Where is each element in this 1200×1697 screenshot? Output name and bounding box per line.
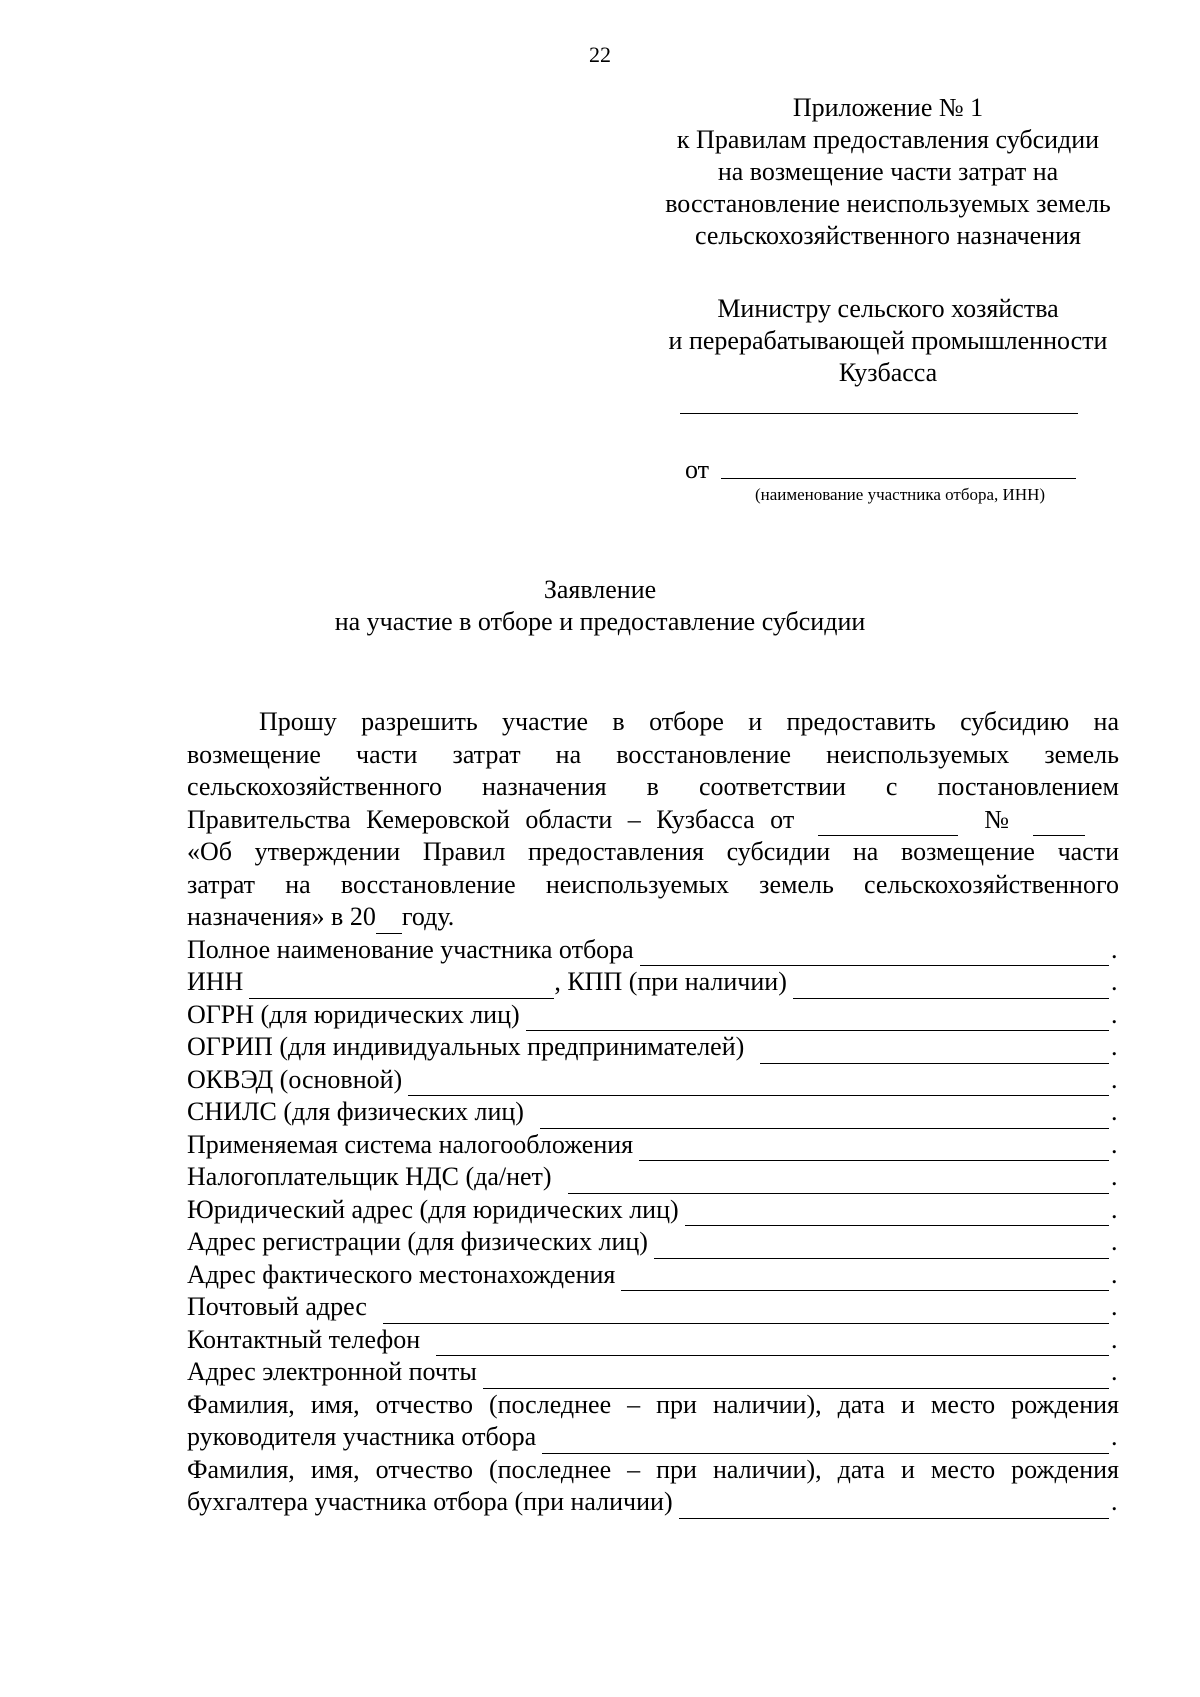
field-head-label: Фамилия, имя, отчество (последнее – при наличии), дата и место рождения [187, 1389, 1119, 1419]
head-blank[interactable] [542, 1431, 1109, 1454]
intro-text: году. [401, 902, 455, 931]
tax-system-blank[interactable] [639, 1138, 1109, 1161]
addressee-line: Министру сельского хозяйства [717, 294, 1059, 323]
field-tax-system [187, 1129, 1119, 1162]
okved-blank[interactable] [408, 1073, 1109, 1096]
intro-line: Прошу разрешить участие в отборе и предоставить субсидию на [259, 707, 1119, 736]
appendix-line: восстановление неиспользуемых земель [665, 189, 1111, 218]
field-ogrip [187, 1031, 1119, 1064]
title-line: на участие в отборе и предоставление субсидии [334, 607, 866, 636]
period: . [1111, 1227, 1118, 1256]
appendix-line: к Правилам предоставления субсидии [676, 125, 1100, 154]
title-line: Заявление [543, 575, 657, 604]
field-phone [187, 1324, 1119, 1357]
appendix-line: Приложение № 1 [792, 93, 984, 122]
ogrn-blank[interactable] [526, 1008, 1109, 1031]
field-label: Применяемая система налогообложения [187, 1129, 634, 1159]
intro-line: сельскохозяйственного назначения в соответствии с постановлением [187, 772, 1119, 801]
period: . [1111, 1259, 1118, 1289]
phone-blank[interactable] [436, 1333, 1109, 1356]
field-ogrn [187, 999, 1119, 1032]
period: . [1111, 999, 1118, 1029]
field-label: СНИЛС (для физических лиц) [187, 1097, 524, 1126]
appendix-line: на возмещение части затрат на [717, 157, 1059, 186]
field-email [187, 1356, 1119, 1389]
page-number: 22 [589, 42, 611, 67]
field-label: ОГРН (для юридических лиц) [187, 999, 520, 1029]
field-label: Адрес фактического местонахождения [187, 1259, 616, 1289]
actual-address-blank[interactable] [621, 1268, 1109, 1291]
registration-address-blank[interactable] [654, 1236, 1109, 1259]
field-label: ОГРИП (для индивидуальных предпринимателей) [187, 1032, 745, 1061]
full-name-blank[interactable] [640, 943, 1109, 966]
number-sign: № [984, 804, 1009, 834]
field-head [187, 1421, 1119, 1454]
period: . [1111, 1487, 1118, 1516]
intro-line: возмещение части затрат на восстановление неиспользуемых земель [187, 739, 1119, 769]
field-inn-kpp [187, 966, 1119, 999]
field-legal-address [187, 1194, 1119, 1227]
intro-line [187, 901, 1119, 934]
addressee-name-blank[interactable] [680, 413, 1078, 414]
intro-line: «Об утверждении Правил предоставления субсидии на возмещение части [187, 837, 1119, 866]
field-label: руководителя участника отбора [187, 1422, 537, 1451]
addressee-line: Кузбасса [838, 358, 938, 387]
postal-address-blank[interactable] [383, 1301, 1109, 1324]
field-okved [187, 1064, 1119, 1097]
period: . [1111, 1064, 1118, 1094]
year-blank[interactable] [376, 911, 402, 934]
resolution-number-blank[interactable] [1033, 813, 1085, 836]
intro-line [187, 804, 1119, 837]
intro-text: назначения» в 20 [187, 902, 376, 931]
period: . [1111, 1129, 1118, 1159]
inn-blank[interactable] [249, 976, 554, 999]
period: . [1111, 1422, 1118, 1451]
from-label: от [685, 455, 710, 484]
accountant-blank[interactable] [679, 1496, 1109, 1519]
field-label: Почтовый адрес [187, 1292, 367, 1321]
field-postal-address [187, 1291, 1119, 1324]
period: . [1111, 934, 1118, 964]
field-label: Адрес электронной почты [187, 1357, 477, 1386]
document-title [0, 574, 1200, 638]
from-caption: (наименование участника отбора, ИНН) [754, 485, 1046, 504]
intro-paragraph [187, 706, 1119, 934]
field-label: Полное наименование участника отбора [187, 934, 634, 964]
email-blank[interactable] [483, 1366, 1109, 1389]
resolution-date-blank[interactable] [818, 813, 958, 836]
field-label: ОКВЭД (основной) [187, 1064, 403, 1094]
addressee-block [608, 293, 1168, 389]
field-label: Налогоплательщик НДС (да/нет) [187, 1162, 552, 1191]
field-full-name [187, 934, 1119, 967]
period: . [1111, 1194, 1118, 1224]
field-snils [187, 1096, 1119, 1129]
period: . [1111, 967, 1118, 996]
field-vat [187, 1161, 1119, 1194]
appendix-line: сельскохозяйственного назначения [694, 221, 1082, 250]
ogrip-blank[interactable] [760, 1041, 1109, 1064]
application-body [187, 706, 1119, 1519]
field-actual-address [187, 1259, 1119, 1292]
period: . [1111, 1162, 1118, 1191]
period: . [1111, 1032, 1118, 1061]
applicant-name-blank[interactable] [721, 478, 1076, 479]
intro-text: Правительства Кемеровской области – Кузбасса от [187, 804, 795, 834]
period: . [1111, 1292, 1118, 1321]
field-label: Контактный телефон [187, 1324, 421, 1354]
kpp-blank[interactable] [793, 976, 1109, 999]
appendix-header [608, 92, 1168, 252]
field-accountant [187, 1486, 1119, 1519]
vat-blank[interactable] [568, 1171, 1109, 1194]
field-registration-address [187, 1226, 1119, 1259]
field-label: Юридический адрес (для юридических лиц) [187, 1194, 679, 1224]
snils-blank[interactable] [540, 1106, 1109, 1129]
period: . [1111, 1357, 1118, 1386]
period: . [1111, 1097, 1118, 1126]
legal-address-blank[interactable] [685, 1203, 1109, 1226]
field-label: бухгалтера участника отбора (при наличии) [187, 1487, 673, 1516]
addressee-line: и перерабатывающей промышленности [668, 326, 1108, 355]
field-label: , КПП (при наличии) [554, 967, 787, 996]
field-label: ИНН [187, 967, 244, 996]
field-label: Адрес регистрации (для физических лиц) [187, 1227, 648, 1256]
period: . [1111, 1324, 1118, 1354]
intro-line: затрат на восстановление неиспользуемых земель сельскохозяйственного [187, 869, 1119, 899]
field-accountant-label: Фамилия, имя, отчество (последнее – при наличии), дата и место рождения [187, 1454, 1119, 1484]
